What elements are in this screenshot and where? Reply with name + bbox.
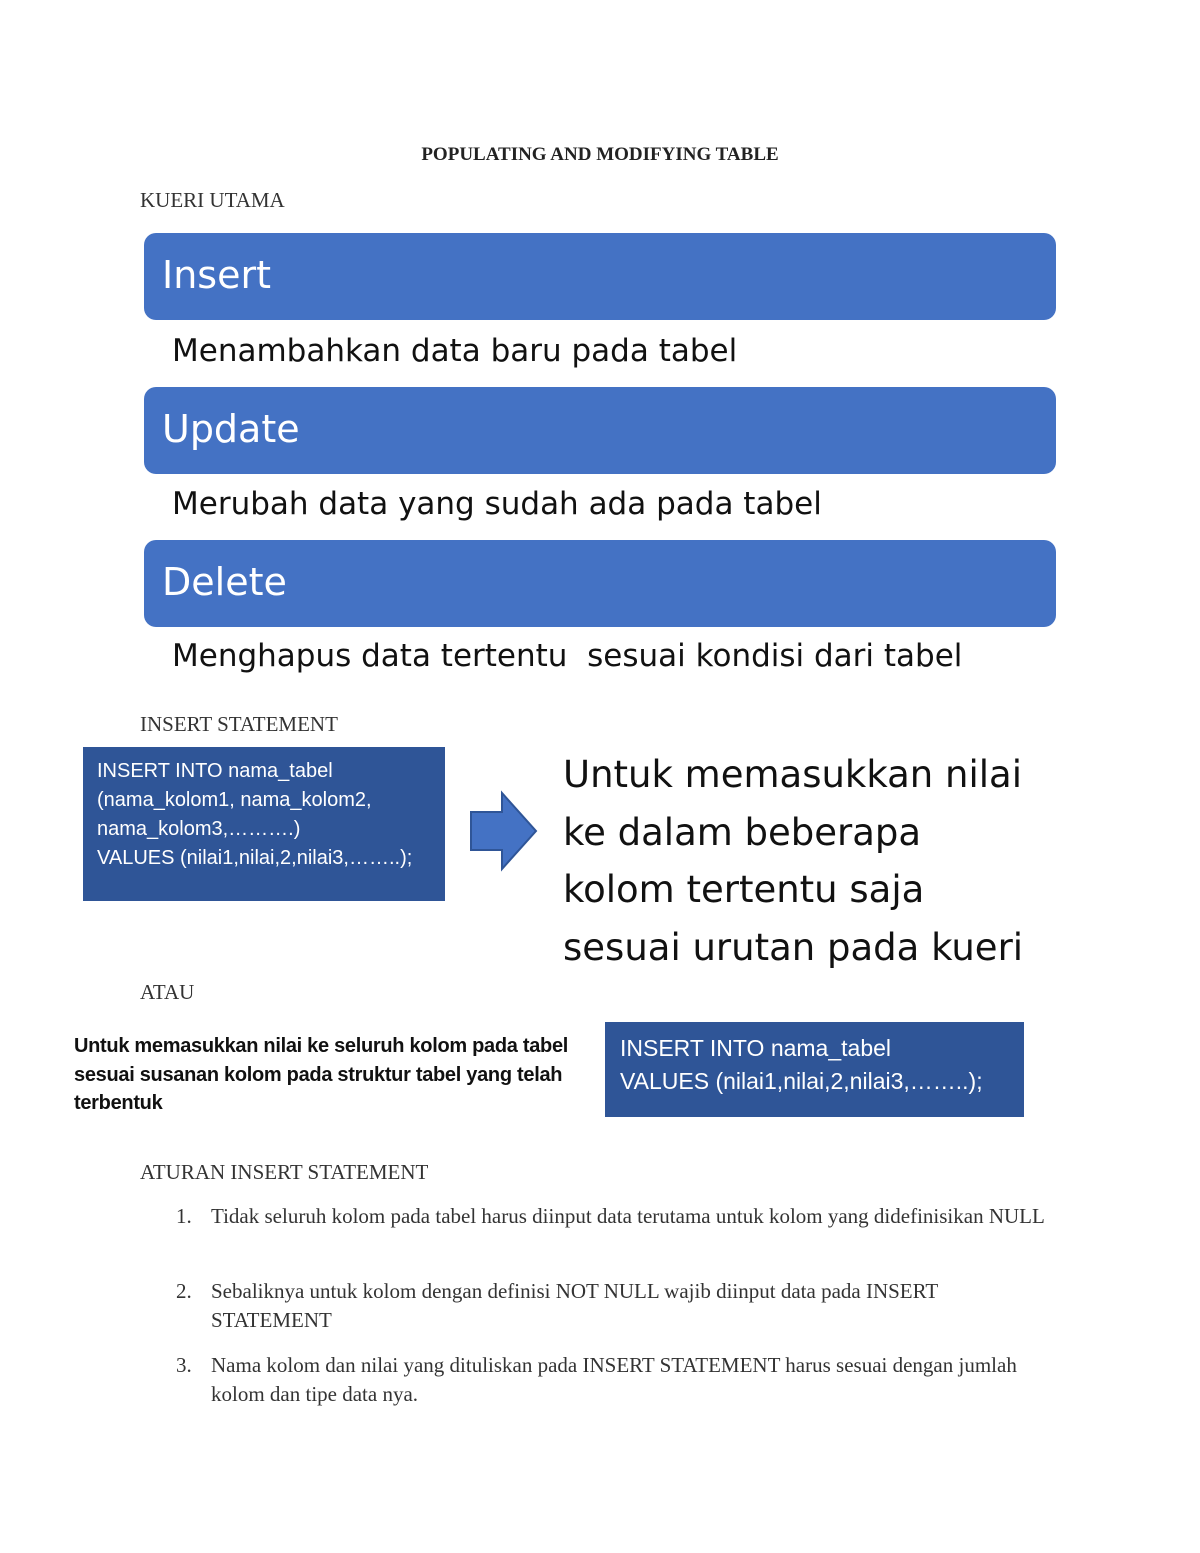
banner-title: Update [162,407,300,451]
code-line: (nama_kolom1, nama_kolom2, [97,789,372,811]
description-update: Merubah data yang sudah ada pada tabel [172,486,822,522]
code-line: INSERT INTO nama_tabel [97,760,333,782]
explanation-line: ke dalam beberapa [563,810,922,854]
explanation-line: kolom tertentu saja [563,868,925,911]
code-box-insert-all [605,1022,1024,1117]
code-box-insert-columns [83,747,445,901]
or-label: ATAU [140,980,195,1004]
arrow-right-icon [468,790,540,872]
code2-explanation: Untuk memasukkan nilai ke seluruh kolom pada tabel sesuai susanan kolom pada struktur tabel yang telah terbentuk [74,1035,569,1114]
rule-number: 2. [176,1279,192,1303]
code-line: INSERT INTO nama_tabel [620,1035,892,1061]
code-line: nama_kolom3,……….) [97,818,301,840]
explanation-line: Untuk memasukkan nilai [563,753,1022,796]
explanation-line: sesuai urutan pada kueri [563,925,1024,969]
rule-text: Sebaliknya untuk kolom dengan definisi NOT NULL wajib diinput data pada INSERT STATEMENT [211,1279,938,1332]
code-line: VALUES (nilai1,nilai,2,nilai3,……..); [97,847,413,869]
rule-number: 1. [176,1204,192,1228]
banner-delete [144,540,1056,627]
section-heading-rules: ATURAN INSERT STATEMENT [140,1160,429,1184]
page-title: POPULATING AND MODIFYING TABLE [421,144,779,165]
banner-insert [144,233,1056,320]
description-delete: Menghapus data tertentu sesuai kondisi dari tabel [172,638,963,674]
banner-title: Insert [162,253,271,297]
banner-update [144,387,1056,474]
rule-text: Tidak seluruh kolom pada tabel harus diinput data terutama untuk kolom yang didefinisikan NULL [211,1204,1045,1228]
banner-title: Delete [162,560,287,604]
section-heading-insert: INSERT STATEMENT [140,712,338,736]
section-heading-main: KUERI UTAMA [140,188,285,212]
code-line: VALUES (nilai1,nilai,2,nilai3,……..); [620,1068,983,1094]
rule-text: Nama kolom dan nilai yang dituliskan pada INSERT STATEMENT harus sesuai dengan jumlah kolom dan tipe data nya. [211,1353,1017,1406]
code1-explanation [563,746,1023,976]
description-insert: Menambahkan data baru pada tabel [172,333,738,369]
rule-number: 3. [176,1353,192,1377]
